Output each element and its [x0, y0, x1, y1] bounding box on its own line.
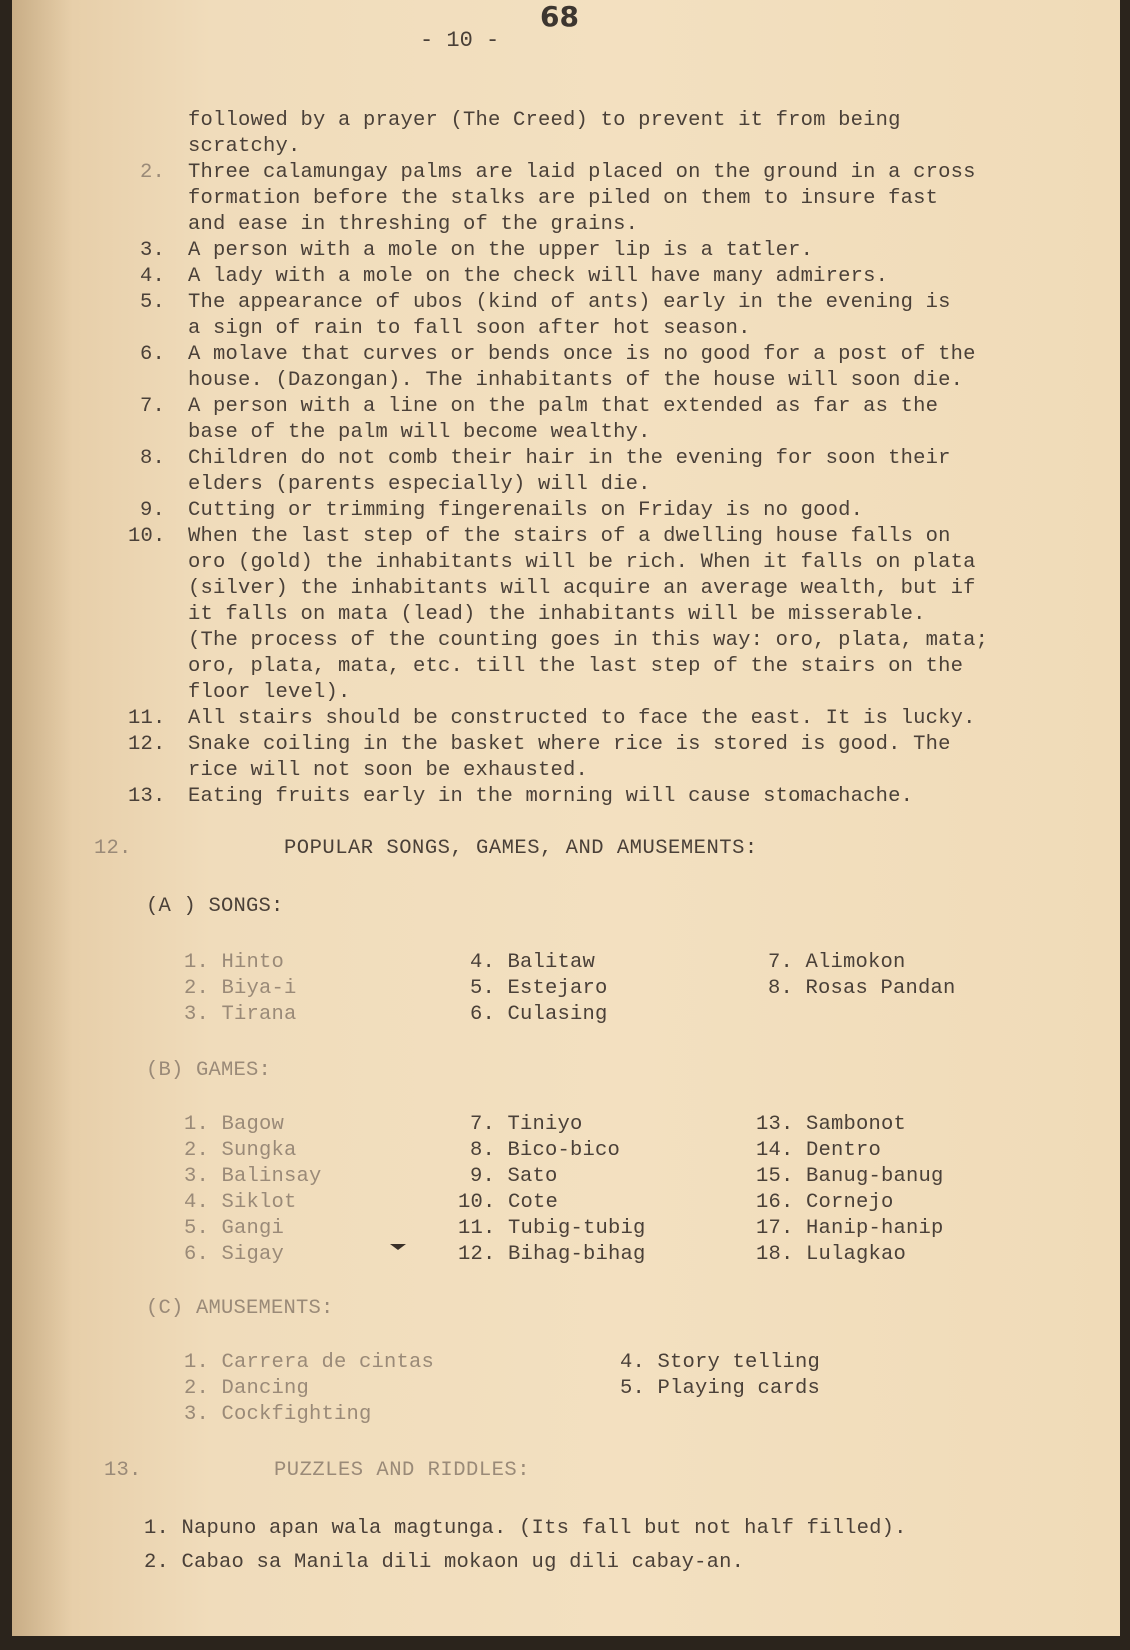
intro-line: followed by a prayer (The Creed) to prevent it from being: [188, 109, 901, 132]
song-item: 1. Hinto: [184, 951, 285, 974]
song-item: 8. Rosas Pandan: [768, 977, 956, 1000]
game-item: 12. Bihag-bihag: [458, 1243, 646, 1266]
item-number: 11.: [128, 707, 166, 730]
amusement-item: 5. Playing cards: [620, 1377, 821, 1400]
item-line: Snake coiling in the basket where rice is stored is good. The: [188, 733, 951, 756]
item-line: and ease in threshing of the grains.: [188, 213, 639, 236]
document-page: [12, 0, 1120, 1636]
riddle-item: 2. Cabao sa Manila dili mokaon ug dili cabay-an.: [144, 1551, 745, 1574]
game-item: 5. Gangi: [184, 1217, 285, 1240]
subsection-label: (B) GAMES:: [146, 1059, 272, 1082]
item-line: floor level).: [188, 681, 351, 704]
item-line: house. (Dazongan). The inhabitants of the house will soon die.: [188, 369, 964, 392]
amusement-item: 1. Carrera de cintas: [184, 1351, 435, 1374]
item-line: (silver) the inhabitants will acquire an average wealth, but if: [188, 577, 976, 600]
subsection-label: (C) AMUSEMENTS:: [146, 1297, 334, 1320]
item-number: 3.: [140, 239, 166, 262]
subsection-label: (A ) SONGS:: [146, 895, 284, 918]
item-line: elders (parents especially) will die.: [188, 473, 651, 496]
item-line: Children do not comb their hair in the evening for soon their: [188, 447, 951, 470]
section-number: 12.: [94, 837, 132, 860]
game-item: 14. Dentro: [756, 1139, 882, 1162]
amusement-item: 2. Dancing: [184, 1377, 310, 1400]
game-item: 10. Cote: [458, 1191, 559, 1214]
item-line: Eating fruits early in the morning will cause stomachache.: [188, 785, 914, 808]
game-item: 9. Sato: [470, 1165, 558, 1188]
game-item: 7. Tiniyo: [470, 1113, 583, 1136]
section-number: 13.: [104, 1459, 142, 1482]
item-number: 4.: [140, 265, 166, 288]
game-item: 6. Sigay: [184, 1243, 285, 1266]
item-line: a sign of rain to fall soon after hot season.: [188, 317, 751, 340]
item-line: A molave that curves or bends once is no good for a post of the: [188, 343, 976, 366]
item-number: 6.: [140, 343, 166, 366]
item-line: (The process of the counting goes in this way: oro, plata, mata;: [188, 629, 989, 652]
game-item: 15. Banug-banug: [756, 1165, 944, 1188]
item-line: A lady with a mole on the check will have many admirers.: [188, 265, 889, 288]
game-item: 2. Sungka: [184, 1139, 297, 1162]
item-line: rice will not soon be exhausted.: [188, 759, 589, 782]
item-line: formation before the stalks are piled on them to insure fast: [188, 187, 939, 210]
item-number: 5.: [140, 291, 166, 314]
section-heading: POPULAR SONGS, GAMES, AND AMUSEMENTS:: [284, 837, 758, 860]
game-item: 16. Cornejo: [756, 1191, 894, 1214]
page-number: - 10 -: [420, 28, 500, 53]
section-heading: PUZZLES AND RIDDLES:: [274, 1459, 531, 1482]
game-item: 3. Balinsay: [184, 1165, 322, 1188]
item-line: Three calamungay palms are laid placed on the ground in a cross: [188, 161, 976, 184]
song-item: 5. Estejaro: [470, 977, 608, 1000]
item-number: 8.: [140, 447, 166, 470]
amusement-item: 4. Story telling: [620, 1351, 821, 1374]
item-line: oro, plata, mata, etc. till the last step of the stairs on the: [188, 655, 964, 678]
item-line: it falls on mata (lead) the inhabitants will be misserable.: [188, 603, 926, 626]
game-item: 8. Bico-bico: [470, 1139, 621, 1162]
game-item: 18. Lulagkao: [756, 1243, 907, 1266]
item-line: The appearance of ubos (kind of ants) early in the evening is: [188, 291, 951, 314]
song-item: 6. Culasing: [470, 1003, 608, 1026]
item-number: 10.: [128, 525, 166, 548]
song-item: 2. Biya-i: [184, 977, 297, 1000]
item-line: oro (gold) the inhabitants will be rich. When it falls on plata: [188, 551, 976, 574]
game-item: 4. Siklot: [184, 1191, 297, 1214]
game-item: 17. Hanip-hanip: [756, 1217, 944, 1240]
handwritten-page-number: 68: [540, 0, 579, 33]
song-item: 4. Balitaw: [470, 951, 596, 974]
item-line: base of the palm will become wealthy.: [188, 421, 651, 444]
item-line: A person with a line on the palm that extended as far as the: [188, 395, 939, 418]
item-line: Cutting or trimming fingerenails on Friday is no good.: [188, 499, 864, 522]
amusement-item: 3. Cockfighting: [184, 1403, 372, 1426]
game-item: 1. Bagow: [184, 1113, 285, 1136]
item-line: When the last step of the stairs of a dwelling house falls on: [188, 525, 951, 548]
item-number: 13.: [128, 785, 166, 808]
game-item: 13. Sambonot: [756, 1113, 907, 1136]
item-number: 2.: [140, 161, 166, 184]
item-line: A person with a mole on the upper lip is a tatler.: [188, 239, 814, 262]
game-item: 11. Tubig-tubig: [458, 1217, 646, 1240]
riddle-item: 1. Napuno apan wala magtunga. (Its fall but not half filled).: [144, 1517, 907, 1540]
song-item: 7. Alimokon: [768, 951, 906, 974]
intro-line: scratchy.: [188, 135, 301, 158]
item-line: All stairs should be constructed to face the east. It is lucky.: [188, 707, 976, 730]
arrow-mark-icon: [390, 1244, 406, 1250]
song-item: 3. Tirana: [184, 1003, 297, 1026]
item-number: 9.: [140, 499, 166, 522]
item-number: 12.: [128, 733, 166, 756]
item-number: 7.: [140, 395, 166, 418]
